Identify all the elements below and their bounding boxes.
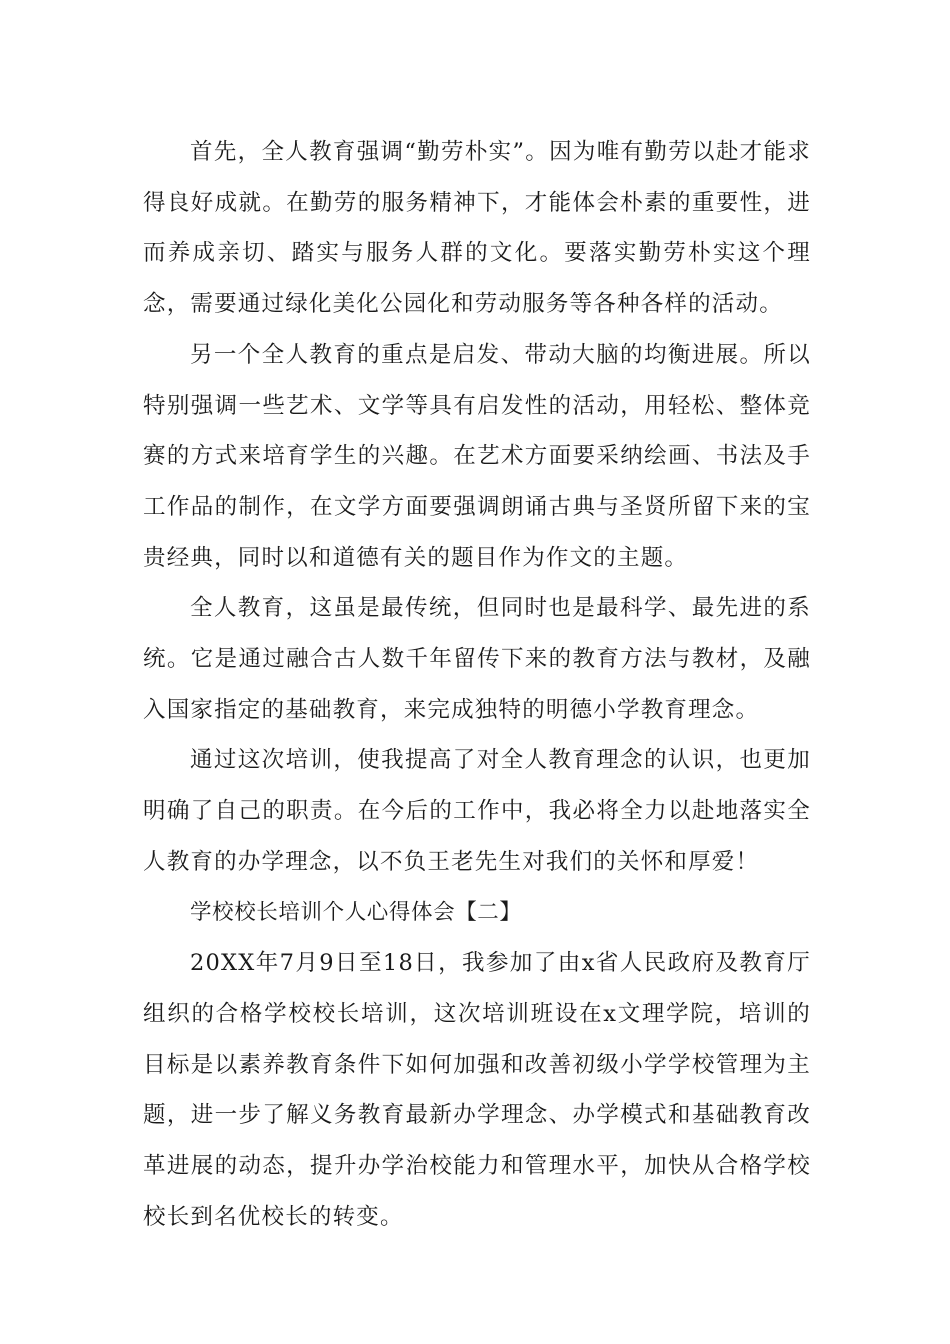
paragraph-balanced-development: 另一个全人教育的重点是启发、带动大脑的均衡进展。所以特别强调一些艺术、文学等具有启发性的活动，用轻松、整体竞赛的方式来培育学生的兴趣。在艺术方面要采纳绘画、书法及手工作品的制作，在文学方面要强调朗诵古典与圣贤所留下来的宝贵经典，同时以和道德有关的题目作为作文的主题。 (143, 341, 811, 571)
section-heading: 学校校长培训个人心得体会【二】 (190, 899, 522, 925)
paragraph-training-reflection: 通过这次培训，使我提高了对全人教育理念的认识，也更加明确了自己的职责。在今后的工作中，我必将全力以赴地落实全人教育的办学理念，以不负王老先生对我们的关怀和厚爱！ (143, 747, 811, 875)
paragraph-training-details: 20XX年7月9日至18日，我参加了由x省人民政府及教育厅组织的合格学校校长培训，这次培训班设在x文理学院，培训的目标是以素养教育条件下如何加强和改善初级小学学校管理为主题，进一步了解义务教育最新办学理念、办学模式和基础教育改革进展的动态，提升办学治校能力和管理水平，加快从合格学校校长到名优校长的转变。 (143, 950, 811, 1230)
paragraph-diligence: 首先，全人教育强调“勤劳朴实”。因为唯有勤劳以赴才能求得良好成就。在勤劳的服务精神下，才能体会朴素的重要性，进而养成亲切、踏实与服务人群的文化。要落实勤劳朴实这个理念，需要通过绿化美化公园化和劳动服务等各种各样的活动。 (143, 139, 811, 318)
paragraph-traditional-system: 全人教育，这虽是最传统，但同时也是最科学、最先进的系统。它是通过融合古人数千年留传下来的教育方法与教材，及融入国家指定的基础教育，来完成独特的明德小学教育理念。 (143, 595, 811, 723)
document-body (143, 127, 811, 1242)
